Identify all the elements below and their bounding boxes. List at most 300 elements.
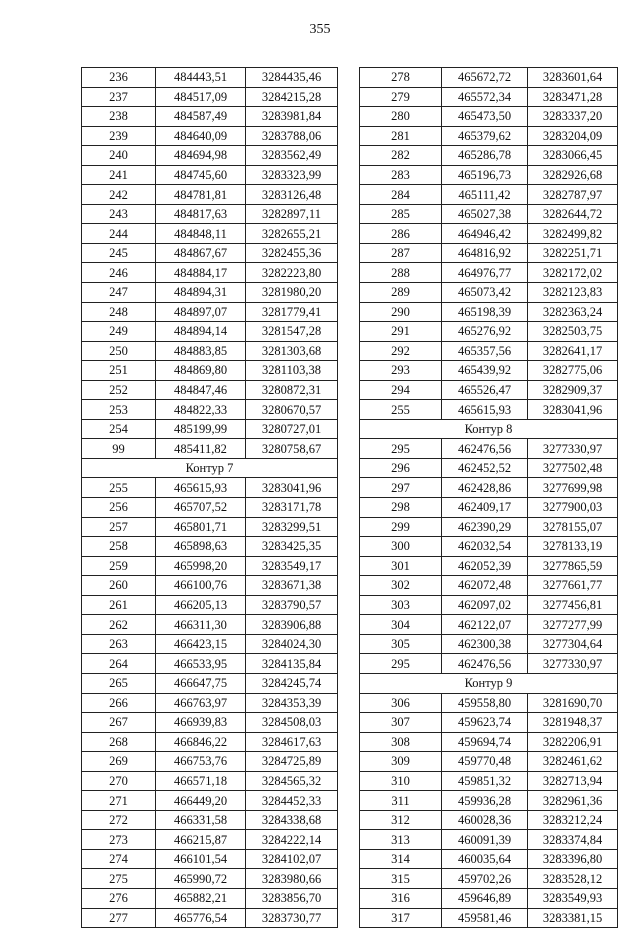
point-number: 238 bbox=[82, 107, 156, 127]
table-row bbox=[82, 146, 338, 166]
point-number: 288 bbox=[360, 263, 442, 283]
point-number: 275 bbox=[82, 869, 156, 889]
table-row bbox=[360, 830, 618, 850]
table-row bbox=[360, 693, 618, 713]
y-coordinate: 3283730,77 bbox=[246, 908, 338, 928]
y-coordinate: 3282775,06 bbox=[528, 361, 618, 381]
table-row bbox=[82, 869, 338, 889]
table-row bbox=[360, 498, 618, 518]
point-number: 241 bbox=[82, 165, 156, 185]
x-coordinate: 462452,52 bbox=[442, 458, 528, 478]
table-row bbox=[360, 713, 618, 733]
x-coordinate: 465776,54 bbox=[156, 908, 246, 928]
table-row bbox=[360, 752, 618, 772]
table-row bbox=[82, 810, 338, 830]
point-number: 317 bbox=[360, 908, 442, 928]
table-row bbox=[360, 888, 618, 908]
y-coordinate: 3284024,30 bbox=[246, 634, 338, 654]
point-number: 246 bbox=[82, 263, 156, 283]
point-number: 304 bbox=[360, 615, 442, 635]
y-coordinate: 3283601,64 bbox=[528, 68, 618, 88]
table-row bbox=[82, 556, 338, 576]
x-coordinate: 465672,72 bbox=[442, 68, 528, 88]
table-row bbox=[82, 419, 338, 439]
x-coordinate: 484443,51 bbox=[156, 68, 246, 88]
point-number: 266 bbox=[82, 693, 156, 713]
point-number: 281 bbox=[360, 126, 442, 146]
table-row bbox=[82, 185, 338, 205]
x-coordinate: 462032,54 bbox=[442, 537, 528, 557]
x-coordinate: 465276,92 bbox=[442, 322, 528, 342]
point-number: 243 bbox=[82, 204, 156, 224]
y-coordinate: 3282455,36 bbox=[246, 243, 338, 263]
y-coordinate: 3284135,84 bbox=[246, 654, 338, 674]
table-row bbox=[82, 908, 338, 928]
contour-header: Контур 7 bbox=[82, 458, 338, 478]
x-coordinate: 465526,47 bbox=[442, 380, 528, 400]
x-coordinate: 466753,76 bbox=[156, 752, 246, 772]
point-number: 294 bbox=[360, 380, 442, 400]
y-coordinate: 3284435,46 bbox=[246, 68, 338, 88]
table-row bbox=[360, 615, 618, 635]
point-number: 289 bbox=[360, 283, 442, 303]
x-coordinate: 462300,38 bbox=[442, 634, 528, 654]
y-coordinate: 3283788,06 bbox=[246, 126, 338, 146]
x-coordinate: 465615,93 bbox=[442, 400, 528, 420]
x-coordinate: 464976,77 bbox=[442, 263, 528, 283]
table-row bbox=[82, 165, 338, 185]
point-number: 283 bbox=[360, 165, 442, 185]
y-coordinate: 3284353,39 bbox=[246, 693, 338, 713]
point-number: 272 bbox=[82, 810, 156, 830]
y-coordinate: 3277456,81 bbox=[528, 595, 618, 615]
y-coordinate: 3282961,36 bbox=[528, 791, 618, 811]
y-coordinate: 3283126,48 bbox=[246, 185, 338, 205]
table-row bbox=[360, 185, 618, 205]
point-number: 295 bbox=[360, 654, 442, 674]
contour-header: Контур 9 bbox=[360, 673, 618, 693]
x-coordinate: 462390,29 bbox=[442, 517, 528, 537]
point-number: 268 bbox=[82, 732, 156, 752]
point-number: 303 bbox=[360, 595, 442, 615]
point-number: 277 bbox=[82, 908, 156, 928]
point-number: 265 bbox=[82, 673, 156, 693]
y-coordinate: 3283549,17 bbox=[246, 556, 338, 576]
y-coordinate: 3282641,17 bbox=[528, 341, 618, 361]
y-coordinate: 3282713,94 bbox=[528, 771, 618, 791]
x-coordinate: 484848,11 bbox=[156, 224, 246, 244]
x-coordinate: 466215,87 bbox=[156, 830, 246, 850]
point-number: 247 bbox=[82, 283, 156, 303]
table-row bbox=[360, 224, 618, 244]
point-number: 297 bbox=[360, 478, 442, 498]
table-row bbox=[82, 752, 338, 772]
y-coordinate: 3284338,68 bbox=[246, 810, 338, 830]
table-row bbox=[360, 908, 618, 928]
table-row bbox=[82, 849, 338, 869]
x-coordinate: 484897,07 bbox=[156, 302, 246, 322]
x-coordinate: 464946,42 bbox=[442, 224, 528, 244]
y-coordinate: 3282926,68 bbox=[528, 165, 618, 185]
point-number: 290 bbox=[360, 302, 442, 322]
x-coordinate: 460035,64 bbox=[442, 849, 528, 869]
table-row bbox=[82, 361, 338, 381]
x-coordinate: 484817,63 bbox=[156, 204, 246, 224]
y-coordinate: 3277330,97 bbox=[528, 439, 618, 459]
table-row bbox=[360, 400, 618, 420]
y-coordinate: 3277661,77 bbox=[528, 576, 618, 596]
x-coordinate: 484847,46 bbox=[156, 380, 246, 400]
x-coordinate: 484745,60 bbox=[156, 165, 246, 185]
table-row bbox=[82, 732, 338, 752]
x-coordinate: 465379,62 bbox=[442, 126, 528, 146]
point-number: 311 bbox=[360, 791, 442, 811]
x-coordinate: 466571,18 bbox=[156, 771, 246, 791]
x-coordinate: 459851,32 bbox=[442, 771, 528, 791]
table-row bbox=[360, 380, 618, 400]
y-coordinate: 3282123,83 bbox=[528, 283, 618, 303]
point-number: 253 bbox=[82, 400, 156, 420]
y-coordinate: 3283471,28 bbox=[528, 87, 618, 107]
x-coordinate: 465027,38 bbox=[442, 204, 528, 224]
point-number: 278 bbox=[360, 68, 442, 88]
point-number: 296 bbox=[360, 458, 442, 478]
table-row bbox=[360, 68, 618, 88]
table-row bbox=[360, 478, 618, 498]
y-coordinate: 3283374,84 bbox=[528, 830, 618, 850]
x-coordinate: 465473,50 bbox=[442, 107, 528, 127]
point-number: 285 bbox=[360, 204, 442, 224]
x-coordinate: 459694,74 bbox=[442, 732, 528, 752]
y-coordinate: 3280758,67 bbox=[246, 439, 338, 459]
x-coordinate: 465882,21 bbox=[156, 888, 246, 908]
y-coordinate: 3277304,64 bbox=[528, 634, 618, 654]
y-coordinate: 3283906,88 bbox=[246, 615, 338, 635]
table-row bbox=[82, 243, 338, 263]
point-number: 313 bbox=[360, 830, 442, 850]
table-row bbox=[360, 732, 618, 752]
table-row bbox=[360, 458, 618, 478]
y-coordinate: 3280727,01 bbox=[246, 419, 338, 439]
point-number: 262 bbox=[82, 615, 156, 635]
point-number: 249 bbox=[82, 322, 156, 342]
table-row bbox=[360, 243, 618, 263]
point-number: 292 bbox=[360, 341, 442, 361]
x-coordinate: 459646,89 bbox=[442, 888, 528, 908]
table-row bbox=[82, 634, 338, 654]
y-coordinate: 3283204,09 bbox=[528, 126, 618, 146]
table-row bbox=[360, 771, 618, 791]
y-coordinate: 3284102,07 bbox=[246, 849, 338, 869]
table-row bbox=[82, 204, 338, 224]
y-coordinate: 3282787,97 bbox=[528, 185, 618, 205]
point-number: 236 bbox=[82, 68, 156, 88]
table-row bbox=[82, 713, 338, 733]
table-row bbox=[82, 107, 338, 127]
y-coordinate: 3282644,72 bbox=[528, 204, 618, 224]
x-coordinate: 484894,31 bbox=[156, 283, 246, 303]
y-coordinate: 3283981,84 bbox=[246, 107, 338, 127]
y-coordinate: 3284725,89 bbox=[246, 752, 338, 772]
point-number: 255 bbox=[82, 478, 156, 498]
point-number: 269 bbox=[82, 752, 156, 772]
y-coordinate: 3283041,96 bbox=[246, 478, 338, 498]
point-number: 270 bbox=[82, 771, 156, 791]
x-coordinate: 484517,09 bbox=[156, 87, 246, 107]
point-number: 293 bbox=[360, 361, 442, 381]
x-coordinate: 462122,07 bbox=[442, 615, 528, 635]
x-coordinate: 484822,33 bbox=[156, 400, 246, 420]
point-number: 261 bbox=[82, 595, 156, 615]
x-coordinate: 466423,15 bbox=[156, 634, 246, 654]
x-coordinate: 462072,48 bbox=[442, 576, 528, 596]
point-number: 306 bbox=[360, 693, 442, 713]
table-row bbox=[360, 165, 618, 185]
table-row bbox=[82, 439, 338, 459]
point-number: 274 bbox=[82, 849, 156, 869]
point-number: 259 bbox=[82, 556, 156, 576]
x-coordinate: 465998,20 bbox=[156, 556, 246, 576]
table-row bbox=[360, 126, 618, 146]
point-number: 286 bbox=[360, 224, 442, 244]
y-coordinate: 3283790,57 bbox=[246, 595, 338, 615]
table-row bbox=[360, 556, 618, 576]
point-number: 280 bbox=[360, 107, 442, 127]
point-number: 254 bbox=[82, 419, 156, 439]
x-coordinate: 466101,54 bbox=[156, 849, 246, 869]
y-coordinate: 3283041,96 bbox=[528, 400, 618, 420]
x-coordinate: 462097,02 bbox=[442, 595, 528, 615]
point-number: 260 bbox=[82, 576, 156, 596]
x-coordinate: 484694,98 bbox=[156, 146, 246, 166]
point-number: 308 bbox=[360, 732, 442, 752]
point-number: 305 bbox=[360, 634, 442, 654]
x-coordinate: 465286,78 bbox=[442, 146, 528, 166]
table-row bbox=[82, 283, 338, 303]
x-coordinate: 484587,49 bbox=[156, 107, 246, 127]
point-number: 279 bbox=[360, 87, 442, 107]
table-row bbox=[82, 693, 338, 713]
table-row bbox=[360, 595, 618, 615]
table-row bbox=[82, 341, 338, 361]
x-coordinate: 466205,13 bbox=[156, 595, 246, 615]
table-row bbox=[82, 400, 338, 420]
table-row bbox=[360, 576, 618, 596]
x-coordinate: 484781,81 bbox=[156, 185, 246, 205]
point-number: 256 bbox=[82, 498, 156, 518]
table-row bbox=[82, 322, 338, 342]
table-row bbox=[360, 302, 618, 322]
x-coordinate: 465111,42 bbox=[442, 185, 528, 205]
y-coordinate: 3284452,33 bbox=[246, 791, 338, 811]
table-row bbox=[82, 87, 338, 107]
point-number: 245 bbox=[82, 243, 156, 263]
table-row bbox=[360, 517, 618, 537]
point-number: 302 bbox=[360, 576, 442, 596]
table-row bbox=[360, 869, 618, 889]
y-coordinate: 3281303,68 bbox=[246, 341, 338, 361]
x-coordinate: 462476,56 bbox=[442, 654, 528, 674]
table-row bbox=[82, 380, 338, 400]
x-coordinate: 459581,46 bbox=[442, 908, 528, 928]
y-coordinate: 3277699,98 bbox=[528, 478, 618, 498]
x-coordinate: 459558,80 bbox=[442, 693, 528, 713]
point-number: 267 bbox=[82, 713, 156, 733]
contour-header-row bbox=[360, 419, 618, 439]
point-number: 287 bbox=[360, 243, 442, 263]
y-coordinate: 3284215,28 bbox=[246, 87, 338, 107]
y-coordinate: 3283549,93 bbox=[528, 888, 618, 908]
point-number: 250 bbox=[82, 341, 156, 361]
table-row bbox=[82, 537, 338, 557]
x-coordinate: 465572,34 bbox=[442, 87, 528, 107]
x-coordinate: 465357,56 bbox=[442, 341, 528, 361]
point-number: 307 bbox=[360, 713, 442, 733]
table-row bbox=[82, 576, 338, 596]
y-coordinate: 3282909,37 bbox=[528, 380, 618, 400]
y-coordinate: 3281948,37 bbox=[528, 713, 618, 733]
x-coordinate: 462476,56 bbox=[442, 439, 528, 459]
point-number: 310 bbox=[360, 771, 442, 791]
y-coordinate: 3283171,78 bbox=[246, 498, 338, 518]
y-coordinate: 3278133,19 bbox=[528, 537, 618, 557]
x-coordinate: 466311,30 bbox=[156, 615, 246, 635]
x-coordinate: 466763,97 bbox=[156, 693, 246, 713]
table-row bbox=[82, 888, 338, 908]
y-coordinate: 3282251,71 bbox=[528, 243, 618, 263]
contour-header: Контур 8 bbox=[360, 419, 618, 439]
x-coordinate: 465707,52 bbox=[156, 498, 246, 518]
point-number: 295 bbox=[360, 439, 442, 459]
point-number: 258 bbox=[82, 537, 156, 557]
y-coordinate: 3277900,03 bbox=[528, 498, 618, 518]
table-row bbox=[82, 595, 338, 615]
y-coordinate: 3278155,07 bbox=[528, 517, 618, 537]
table-row bbox=[360, 810, 618, 830]
y-coordinate: 3283425,35 bbox=[246, 537, 338, 557]
point-number: 239 bbox=[82, 126, 156, 146]
table-row bbox=[360, 283, 618, 303]
y-coordinate: 3281547,28 bbox=[246, 322, 338, 342]
x-coordinate: 484894,14 bbox=[156, 322, 246, 342]
y-coordinate: 3284222,14 bbox=[246, 830, 338, 850]
table-row bbox=[360, 341, 618, 361]
y-coordinate: 3283212,24 bbox=[528, 810, 618, 830]
table-row bbox=[82, 498, 338, 518]
y-coordinate: 3277502,48 bbox=[528, 458, 618, 478]
y-coordinate: 3282499,82 bbox=[528, 224, 618, 244]
point-number: 315 bbox=[360, 869, 442, 889]
y-coordinate: 3282655,21 bbox=[246, 224, 338, 244]
x-coordinate: 465198,39 bbox=[442, 302, 528, 322]
x-coordinate: 459623,74 bbox=[442, 713, 528, 733]
table-row bbox=[360, 322, 618, 342]
x-coordinate: 485199,99 bbox=[156, 419, 246, 439]
table-row bbox=[360, 654, 618, 674]
point-number: 271 bbox=[82, 791, 156, 811]
point-number: 284 bbox=[360, 185, 442, 205]
table-row bbox=[360, 146, 618, 166]
table-row bbox=[82, 517, 338, 537]
x-coordinate: 484883,85 bbox=[156, 341, 246, 361]
y-coordinate: 3284508,03 bbox=[246, 713, 338, 733]
x-coordinate: 459702,26 bbox=[442, 869, 528, 889]
x-coordinate: 462428,86 bbox=[442, 478, 528, 498]
point-number: 257 bbox=[82, 517, 156, 537]
table-row bbox=[82, 654, 338, 674]
point-number: 255 bbox=[360, 400, 442, 420]
point-number: 301 bbox=[360, 556, 442, 576]
y-coordinate: 3283299,51 bbox=[246, 517, 338, 537]
y-coordinate: 3283562,49 bbox=[246, 146, 338, 166]
x-coordinate: 459936,28 bbox=[442, 791, 528, 811]
point-number: 99 bbox=[82, 439, 156, 459]
y-coordinate: 3282172,02 bbox=[528, 263, 618, 283]
x-coordinate: 466647,75 bbox=[156, 673, 246, 693]
x-coordinate: 465898,63 bbox=[156, 537, 246, 557]
y-coordinate: 3277865,59 bbox=[528, 556, 618, 576]
y-coordinate: 3281779,41 bbox=[246, 302, 338, 322]
table-row bbox=[82, 263, 338, 283]
point-number: 312 bbox=[360, 810, 442, 830]
y-coordinate: 3282503,75 bbox=[528, 322, 618, 342]
table-row bbox=[360, 849, 618, 869]
point-number: 282 bbox=[360, 146, 442, 166]
y-coordinate: 3280670,57 bbox=[246, 400, 338, 420]
x-coordinate: 462052,39 bbox=[442, 556, 528, 576]
x-coordinate: 485411,82 bbox=[156, 439, 246, 459]
point-number: 273 bbox=[82, 830, 156, 850]
point-number: 242 bbox=[82, 185, 156, 205]
table-row bbox=[360, 439, 618, 459]
coordinates-table-right bbox=[359, 67, 618, 928]
point-number: 276 bbox=[82, 888, 156, 908]
point-number: 237 bbox=[82, 87, 156, 107]
x-coordinate: 466449,20 bbox=[156, 791, 246, 811]
table-row bbox=[360, 634, 618, 654]
point-number: 316 bbox=[360, 888, 442, 908]
point-number: 264 bbox=[82, 654, 156, 674]
y-coordinate: 3282206,91 bbox=[528, 732, 618, 752]
x-coordinate: 465990,72 bbox=[156, 869, 246, 889]
table-row bbox=[360, 791, 618, 811]
x-coordinate: 484867,67 bbox=[156, 243, 246, 263]
coordinates-table-left bbox=[81, 67, 338, 928]
x-coordinate: 464816,92 bbox=[442, 243, 528, 263]
y-coordinate: 3282897,11 bbox=[246, 204, 338, 224]
y-coordinate: 3284617,63 bbox=[246, 732, 338, 752]
table-row bbox=[360, 204, 618, 224]
y-coordinate: 3277277,99 bbox=[528, 615, 618, 635]
table-row bbox=[82, 615, 338, 635]
x-coordinate: 465439,92 bbox=[442, 361, 528, 381]
point-number: 298 bbox=[360, 498, 442, 518]
point-number: 299 bbox=[360, 517, 442, 537]
table-row bbox=[82, 830, 338, 850]
contour-header-row bbox=[82, 458, 338, 478]
table-row bbox=[82, 302, 338, 322]
x-coordinate: 465073,42 bbox=[442, 283, 528, 303]
y-coordinate: 3283337,20 bbox=[528, 107, 618, 127]
table-row bbox=[360, 263, 618, 283]
y-coordinate: 3284245,74 bbox=[246, 673, 338, 693]
point-number: 248 bbox=[82, 302, 156, 322]
x-coordinate: 484640,09 bbox=[156, 126, 246, 146]
table-row bbox=[82, 771, 338, 791]
point-number: 240 bbox=[82, 146, 156, 166]
x-coordinate: 462409,17 bbox=[442, 498, 528, 518]
y-coordinate: 3277330,97 bbox=[528, 654, 618, 674]
